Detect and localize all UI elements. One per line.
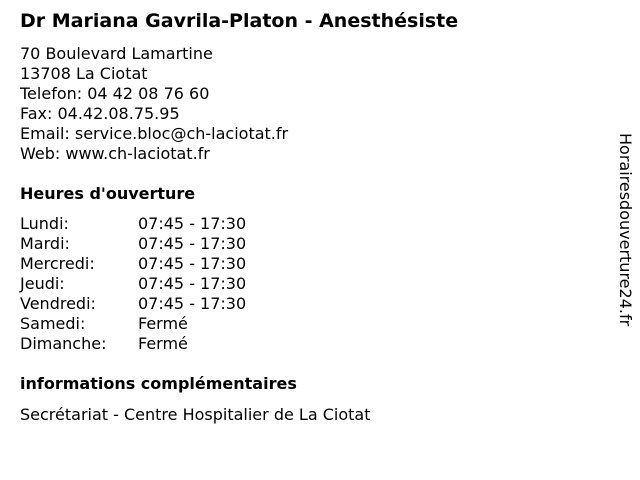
hours-row-tuesday [20,234,320,254]
hours-value: 07:45 - 17:30 [138,294,247,313]
website-address: Web: www.ch-laciotat.fr [20,144,210,163]
page-title: Dr Mariana Gavrila-Platon - Anesthésiste [20,10,459,32]
day-label: Mardi: [20,234,70,253]
info-heading: informations complémentaires [20,374,297,393]
day-label: Mercredi: [20,254,95,273]
day-label: Jeudi: [20,274,65,293]
watermark-text: Horairesdouverture24.fr [616,133,635,327]
hours-row-saturday [20,314,320,334]
day-label: Lundi: [20,214,69,233]
hours-value: 07:45 - 17:30 [138,254,247,273]
phone-number: Telefon: 04 42 08 76 60 [20,84,210,103]
day-label: Vendredi: [20,294,96,313]
hours-table [20,214,320,354]
hours-row-friday [20,294,320,314]
hours-value: 07:45 - 17:30 [138,234,247,253]
hours-row-thursday [20,274,320,294]
address-street: 70 Boulevard Lamartine [20,44,213,63]
email-address: Email: service.bloc@ch-laciotat.fr [20,124,289,143]
hours-heading: Heures d'ouverture [20,184,196,203]
day-label: Dimanche: [20,334,107,353]
fax-number: Fax: 04.42.08.75.95 [20,104,180,123]
watermark-container [613,133,637,373]
contact-block [20,44,288,164]
hours-row-wednesday [20,254,320,274]
day-label: Samedi: [20,314,86,333]
hours-row-monday [20,214,320,234]
hours-value: 07:45 - 17:30 [138,214,247,233]
hours-value: Fermé [138,314,188,333]
hours-value: 07:45 - 17:30 [138,274,247,293]
info-text: Secrétariat - Centre Hospitalier de La Ciotat [20,405,371,424]
hours-value: Fermé [138,334,188,353]
address-city: 13708 La Ciotat [20,64,148,83]
hours-row-sunday [20,334,320,354]
